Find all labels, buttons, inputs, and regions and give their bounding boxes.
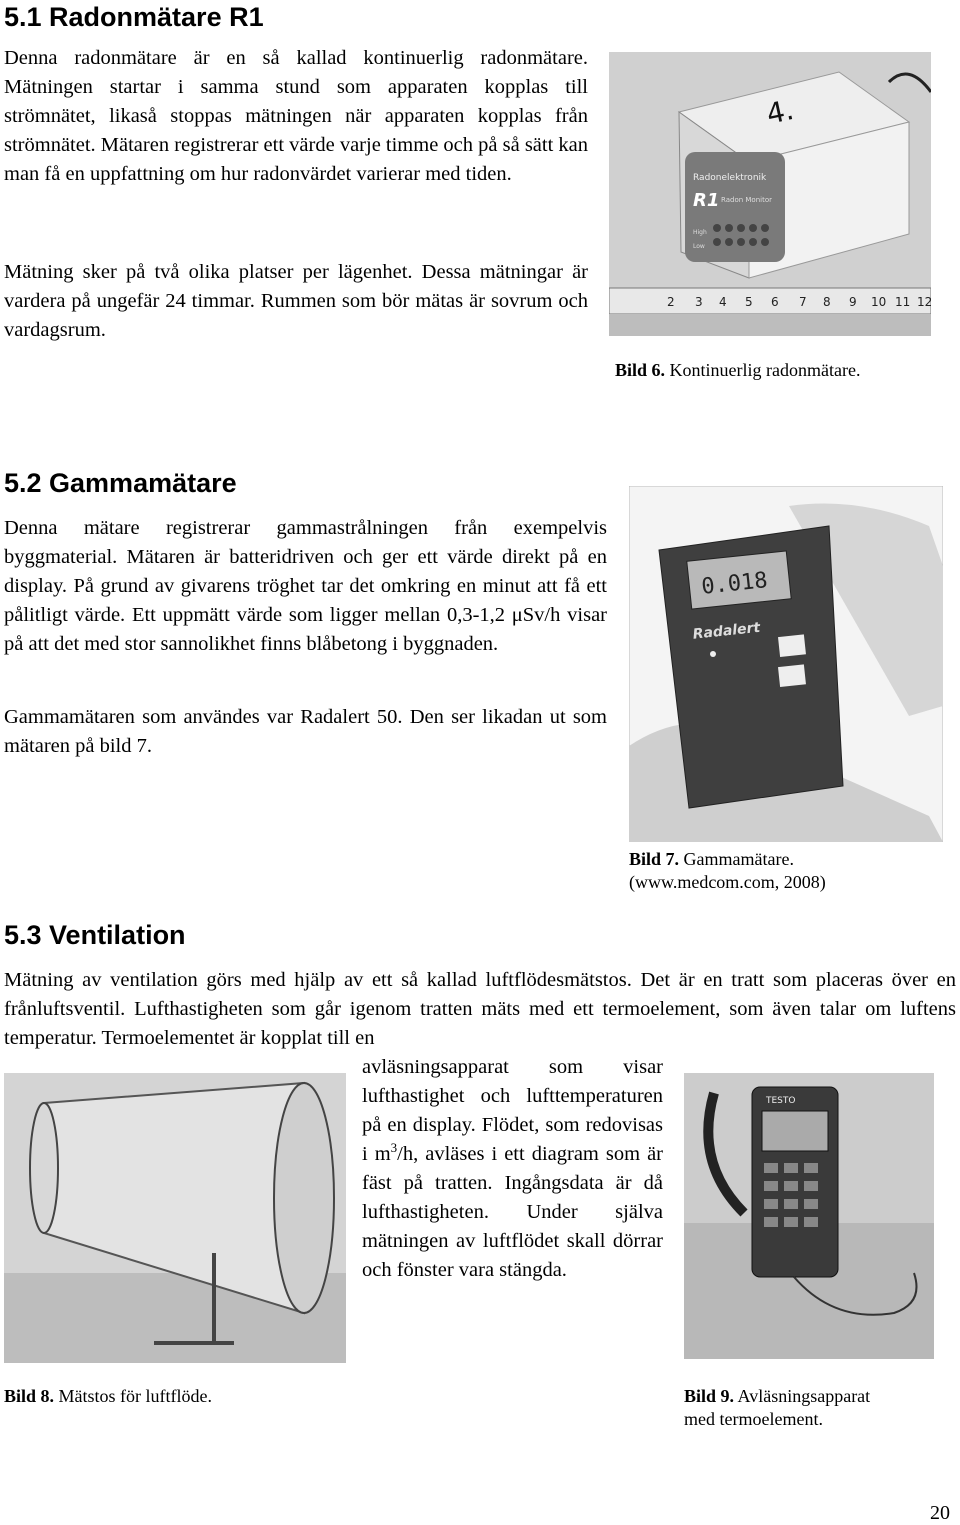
radon-monitor-illustration	[609, 52, 931, 336]
meter-illustration	[684, 1073, 934, 1359]
figure-7-source: (www.medcom.com, 2008)	[629, 872, 826, 892]
svg-text:5: 5	[745, 295, 753, 309]
display-value: 0.018	[700, 568, 769, 600]
section-5-3-paragraph-column	[362, 1053, 663, 1285]
device-model-text: R1	[693, 190, 720, 211]
meter-with-thermoelement-photo	[684, 1073, 934, 1359]
svg-text:11: 11	[895, 295, 911, 309]
gamma-meter-illustration	[629, 486, 943, 842]
device-button-label-low: Low	[693, 243, 705, 250]
svg-text:8: 8	[823, 295, 831, 309]
figure-6-caption-text: Kontinuerlig radonmätare.	[669, 360, 861, 380]
figure-6-caption	[615, 359, 860, 382]
svg-text:3: 3	[695, 295, 703, 309]
figure-8-caption-text: Mätstos för luftflöde.	[58, 1386, 213, 1406]
section-5-3-column-text-a: avläsningsapparat som visar lufthastighet och lufttemperaturen på en display. Flödet, som redovisas i m	[362, 1056, 663, 1165]
figure-9-caption	[684, 1385, 870, 1431]
figure-9-caption-text-2: med termoelement.	[684, 1409, 823, 1429]
figure-7-caption-text: Gammamätare.	[683, 849, 794, 869]
section-heading-5-2: 5.2 Gammamätare	[4, 468, 237, 498]
section-5-2-paragraph-2: Gammamätaren som användes var Radalert 50. Den ser likadan ut som mätaren på bild 7.	[4, 706, 607, 757]
device-button-label-high: High	[693, 229, 707, 236]
svg-text:6: 6	[771, 295, 779, 309]
section-5-2-paragraph-1: Denna mätare registrerar gammastrålningen från exempelvis byggmaterial. Mätaren är batteridriven och ger ett värde direkt på en display. På grund av givarens tröghet tar det omkring en minut att få ett pålitligt värde. Ett uppmätt värde som ligger mellan 0,3-1,2 μSv/h visar på att det med stor sannolikhet finns blåbetong i byggnaden.	[4, 517, 607, 655]
section-5-1-paragraph-2: Mätning sker på två olika platser per lägenhet. Dessa mätningar är vardera på ungefär 24 timmar. Rummen som bör mätas är sovrum och vardagsrum.	[4, 261, 588, 341]
device-brand-text: Radonelektronik	[693, 173, 767, 183]
svg-text:4: 4	[719, 295, 727, 309]
figure-7-label: Bild 7.	[629, 849, 680, 869]
airflow-hood-illustration	[4, 1073, 346, 1363]
figure-9-label: Bild 9.	[684, 1386, 735, 1406]
device-sub-text: Radon Monitor	[721, 196, 772, 204]
figure-9-caption-text: Avläsningsapparat	[737, 1386, 871, 1406]
section-heading-5-1: 5.1 Radonmätare R1	[4, 2, 264, 32]
figure-7-caption	[629, 848, 826, 894]
section-heading-5-3: 5.3 Ventilation	[4, 920, 186, 950]
airflow-hood-photo	[4, 1073, 346, 1363]
gamma-meter-photo	[629, 486, 943, 842]
device-brand-text: Radalert	[691, 619, 761, 643]
handwritten-mark: 4.	[763, 93, 797, 131]
section-5-3-column-text-b: /h, avläses i ett diagram som är fäst på tratten. Ingångsdata är då lufthastigheten. Under själva mätningen av luftflödet skall dörrar och fönster vara stängda.	[362, 1143, 663, 1281]
svg-text:7: 7	[799, 295, 807, 309]
section-5-3-paragraph-full-width: Mätning av ventilation görs med hjälp av ett så kallad luftflödesmätstos. Det är en tratt som placeras över en frånluftsventil. Lufthastigheten som går igenom tratten mäts med ett termoelement, som även talar om luftens temperatur. Termoelementet är kopplat till en	[4, 969, 956, 1049]
figure-8-caption	[4, 1385, 212, 1408]
section-5-1-paragraph-1: Denna radonmätare är en så kallad kontinuerlig radonmätare. Mätningen startar i samma stund som apparaten kopplas till strömnätet, likaså stoppas mätningen när apparaten kopplas från strömnätet. Mätaren registrerar ett värde varje timme och på så sätt kan man få en uppfattning om hur radonvärdet varierar med tiden.	[4, 47, 589, 185]
svg-text:12: 12	[917, 295, 931, 309]
superscript-3: 3	[390, 1140, 398, 1156]
radon-monitor-photo	[609, 52, 931, 336]
page-number: 20	[930, 1502, 950, 1524]
figure-8-label: Bild 8.	[4, 1386, 55, 1406]
device-brand-text: TESTO	[766, 1096, 796, 1106]
svg-text:2: 2	[667, 295, 675, 309]
figure-6-label: Bild 6.	[615, 360, 666, 380]
svg-text:9: 9	[849, 295, 857, 309]
svg-text:10: 10	[871, 295, 887, 309]
